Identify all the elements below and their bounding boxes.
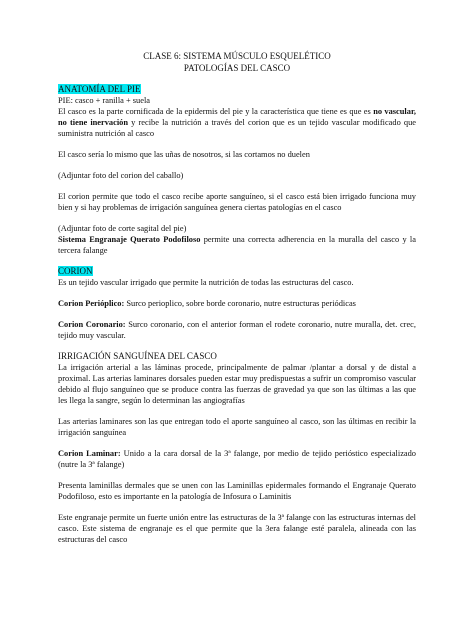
casco-text-2: y recibe la nutrición a través del corion que es un tejido vascular modificado que suministra nutrición al casco <box>58 118 416 138</box>
title-line-1: CLASE 6: SISTEMA MÚSCULO ESQUELÉTICO <box>143 51 331 61</box>
engranaje-paragraph <box>58 234 416 256</box>
corion-perioplico <box>58 298 416 309</box>
foto-corion-note: (Adjuntar foto del corion del caballo) <box>58 171 184 180</box>
laminar-bold: Corion Laminar: <box>58 449 121 458</box>
casco-unas-paragraph: El casco sería lo mismo que las uñas de nosotros, si las cortamos no duelen <box>58 150 310 159</box>
casco-text-1: El casco es la parte cornificada de la epidermis del pie y la característica que tiene es que es <box>58 107 374 116</box>
pie-line: PIE: casco + ranilla + suela <box>58 96 151 105</box>
corion-paragraph: El corion permite que todo el casco recibe aporte sanguíneo, si el casco está bien irrigado funciona muy bien y si hay problemas de irrigación sanguínea genera ciertas patologías en el casco <box>58 192 416 212</box>
anatomia-heading-text: ANATOMÍA DEL PIE <box>58 84 141 94</box>
foto-corte-note: (Adjuntar foto de corte sagital del pie) <box>58 224 187 233</box>
corion-intro: Es un tejido vascular irrigado que permite la nutrición de todas las estructuras del casco. <box>58 278 354 287</box>
perioplico-text: Surco perioplico, sobre borde coronario, nutre estructuras periódicas <box>124 299 356 308</box>
coronario-bold: Corion Coronario: <box>58 320 126 329</box>
coronario-text: Surco coronario, con el anterior forman el rodete coronario, nutre muralla, det. crec, tejido muy vascular. <box>58 320 416 340</box>
corion-laminar <box>58 448 416 470</box>
engranaje-text: permite una correcta adherencia en la muralla del casco y la tercera falange <box>58 235 416 255</box>
corion-coronario <box>58 319 416 341</box>
casco-paragraph <box>58 106 416 139</box>
section-heading-corion <box>58 266 416 277</box>
irrigacion-paragraph-4: Este engranaje permite un fuerte unión entre las estructuras de la 3ª falange con las estructuras internas del casco. Este sistema de engranaje es el que permite que la 3era falange esté paralela, alineada con las estructuras del casco <box>58 513 416 544</box>
section-heading-anatomia <box>58 84 416 95</box>
casco-bold-1: no vascular, no tiene inervación <box>58 107 416 127</box>
irrigacion-paragraph-2: Las arterias laminares son las que entregan todo el aporte sanguíneo al casco, son las últimas en recibir la irrigación sanguínea <box>58 417 416 437</box>
laminar-text: Unido a la cara dorsal de la 3ª falange, por medio de tejido perióstico especializado (nutre la 3ª falange) <box>58 449 416 469</box>
section-heading-irrigacion: IRRIGACIÓN SANGUÍNEA DEL CASCO <box>58 351 217 361</box>
document-title <box>58 50 416 74</box>
title-line-2: PATOLOGÍAS DEL CASCO <box>183 63 291 73</box>
engranaje-bold: Sistema Engranaje Querato Podofiloso <box>58 235 201 244</box>
perioplico-bold: Corion Perióplico: <box>58 299 125 308</box>
corion-heading-text: CORION <box>58 266 93 276</box>
irrigacion-paragraph-3: Presenta laminillas dermales que se unen con las Laminillas epidermales formando el Engranaje Querato Podofiloso, esto es importante en la patología de Infosura o Laminitis <box>58 481 416 501</box>
irrigacion-paragraph-1: La irrigación arterial a las láminas procede, principalmente de palmar /plantar a dorsal y de distal a proximal. Las arterias laminares dorsales pueden estar muy predispuestas a sufrir un compromiso vascular debido al flujo sanguíneo que se produce contra las fuerzas de gravedad ya que son las últimas a las que les llega la sangre, según lo determinan las angiografías <box>58 363 416 405</box>
